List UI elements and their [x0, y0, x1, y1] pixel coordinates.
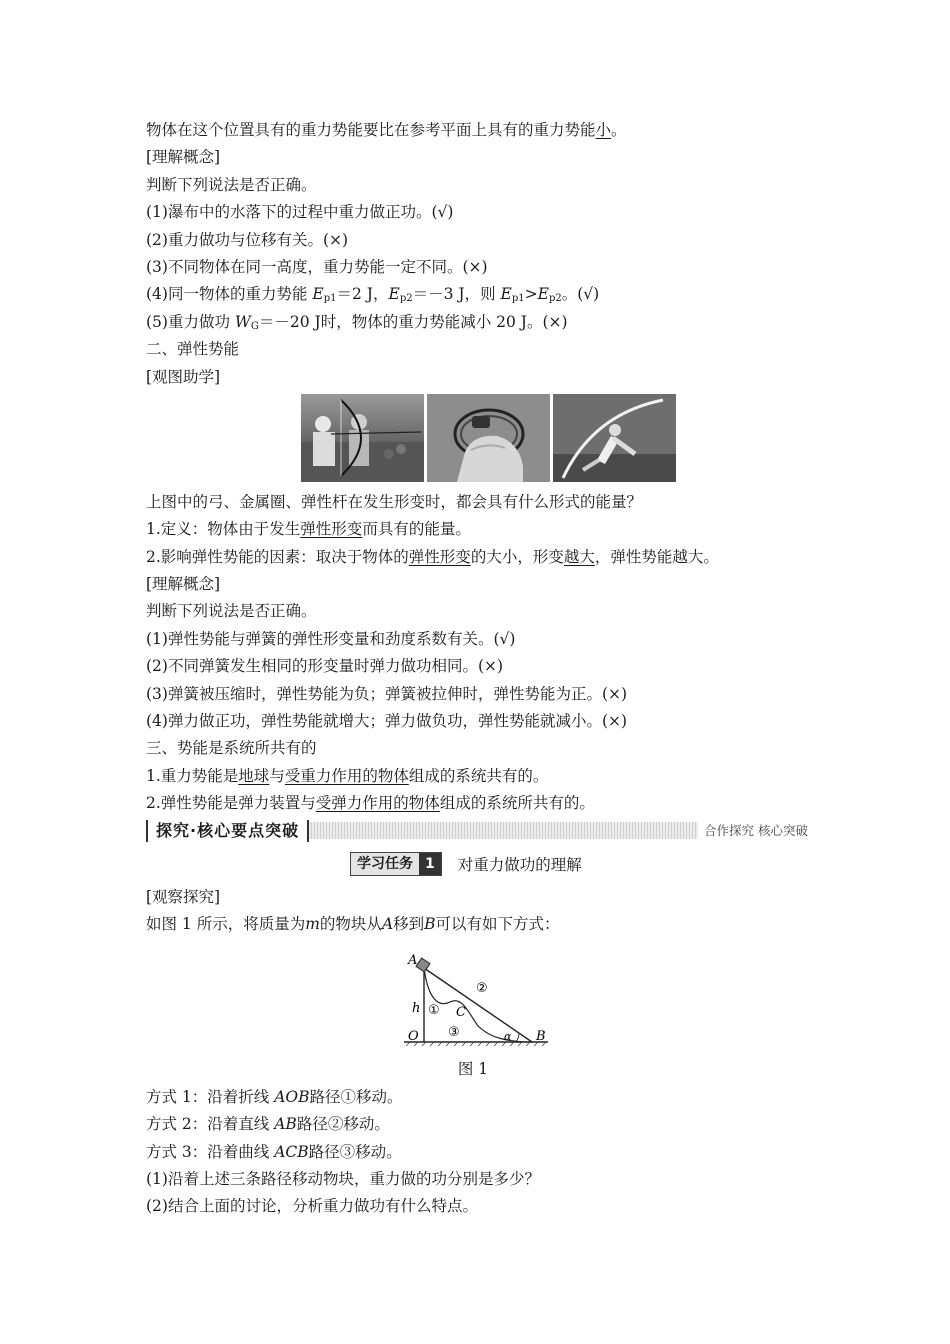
- figure-caption: 图 1: [457, 1060, 489, 1079]
- judgement-item: (3)弹簧被压缩时，弹性势能为负；弹簧被拉伸时，弹性势能为正。(×): [146, 684, 628, 703]
- judgement-item: (2)不同弹簧发生相同的形变量时弹力做功相同。(×): [146, 657, 504, 676]
- answer-underline: 小: [595, 121, 612, 139]
- paragraph-line: 上图中的弓、金属圈、弹性杆在发生形变时，都会具有什么形式的能量？: [146, 492, 643, 511]
- label-h: h: [412, 1001, 421, 1017]
- section-label: [观图助学]: [146, 367, 221, 386]
- path-3-label: ③: [448, 1025, 460, 1041]
- label-C: C: [456, 1005, 466, 1021]
- label-alpha: α: [504, 1030, 512, 1044]
- method-line: 方式 3：沿着曲线 ACB路径③移动。: [146, 1142, 402, 1161]
- paragraph-line: 判断下列说法是否正确。: [146, 175, 317, 194]
- section-label: [观察探究]: [146, 887, 221, 906]
- definition-line: 1.定义：物体由于发生弹性形变而具有的能量。: [146, 520, 471, 539]
- question-line: (1)沿着上述三条路径移动物块，重力做的功分别是多少？: [146, 1169, 540, 1188]
- incline-diagram: [398, 938, 558, 1056]
- judgement-item: (4)同一物体的重力势能 $E_{p1}=2$ J，$E_{p2}=-3$ J，则 $E_{p1}>E_{p2}$。(√): [146, 285, 600, 305]
- paragraph-line: 物体在这个位置具有的重力势能要比在参考平面上具有的重力势能小。: [146, 121, 627, 139]
- banner-subtitle: 合作探究 核心突破: [698, 822, 814, 839]
- section-label: [理解概念]: [146, 148, 221, 167]
- incline-figure: [146, 938, 826, 1056]
- label-A: A: [408, 953, 418, 969]
- section-banner: [146, 820, 826, 844]
- task-badge: 学习任务 1: [350, 852, 442, 876]
- pole-vault-photo: [553, 394, 676, 482]
- paragraph-line: 2.弹性势能是弹力装置与受弹力作用的物体组成的系统所共有的。: [146, 794, 595, 813]
- paragraph-line: 判断下列说法是否正确。: [146, 602, 317, 621]
- paragraph-line: 1.重力势能是地球与受重力作用的物体组成的系统共有的。: [146, 766, 549, 785]
- section-label: [理解概念]: [146, 575, 221, 594]
- learning-task-header: [350, 844, 826, 884]
- method-line: 方式 2：沿着直线 AB路径②移动。: [146, 1115, 390, 1134]
- photo-strip: [146, 394, 826, 484]
- question-line: (2)结合上面的讨论，分析重力做功有什么特点。: [146, 1197, 478, 1216]
- judgement-item: (1)瀑布中的水落下的过程中重力做正功。(√): [146, 203, 454, 222]
- section-heading: 三、势能是系统所共有的: [146, 739, 317, 758]
- banner-title: 探究·核心要点突破: [146, 820, 309, 842]
- judgement-item: (3)不同物体在同一高度，重力势能一定不同。(×): [146, 257, 488, 276]
- metal-ring-photo: [427, 394, 550, 482]
- label-O: O: [408, 1029, 419, 1045]
- section-heading: 二、弹性势能: [146, 340, 240, 359]
- judgement-item: (1)弹性势能与弹簧的弹性形变量和劲度系数有关。(√): [146, 629, 516, 648]
- judgement-item: (5)重力做功 $W_G=-20$ J时，物体的重力势能减小 20 J。(×): [146, 312, 568, 332]
- factor-line: 2.影响弹性势能的因素：取决于物体的弹性形变的大小，形变越大，弹性势能越大。: [146, 547, 719, 566]
- paragraph-line: 如图 1 所示，将质量为m的物块从A移到B可以有如下方式：: [146, 914, 560, 933]
- task-title: 对重力做功的理解: [457, 855, 582, 874]
- judgement-item: (4)弹力做正功，弹性势能就增大；弹力做负功，弹性势能就减小。(×): [146, 712, 628, 731]
- path-2-label: ②: [476, 981, 488, 997]
- label-B: B: [536, 1029, 546, 1045]
- archery-photo: [301, 394, 424, 482]
- document-page: [146, 117, 826, 1221]
- path-1-label: ①: [428, 1003, 440, 1019]
- method-line: 方式 1：沿着折线 AOB路径①移动。: [146, 1087, 403, 1106]
- judgement-item: (2)重力做功与位移有关。(×): [146, 230, 349, 249]
